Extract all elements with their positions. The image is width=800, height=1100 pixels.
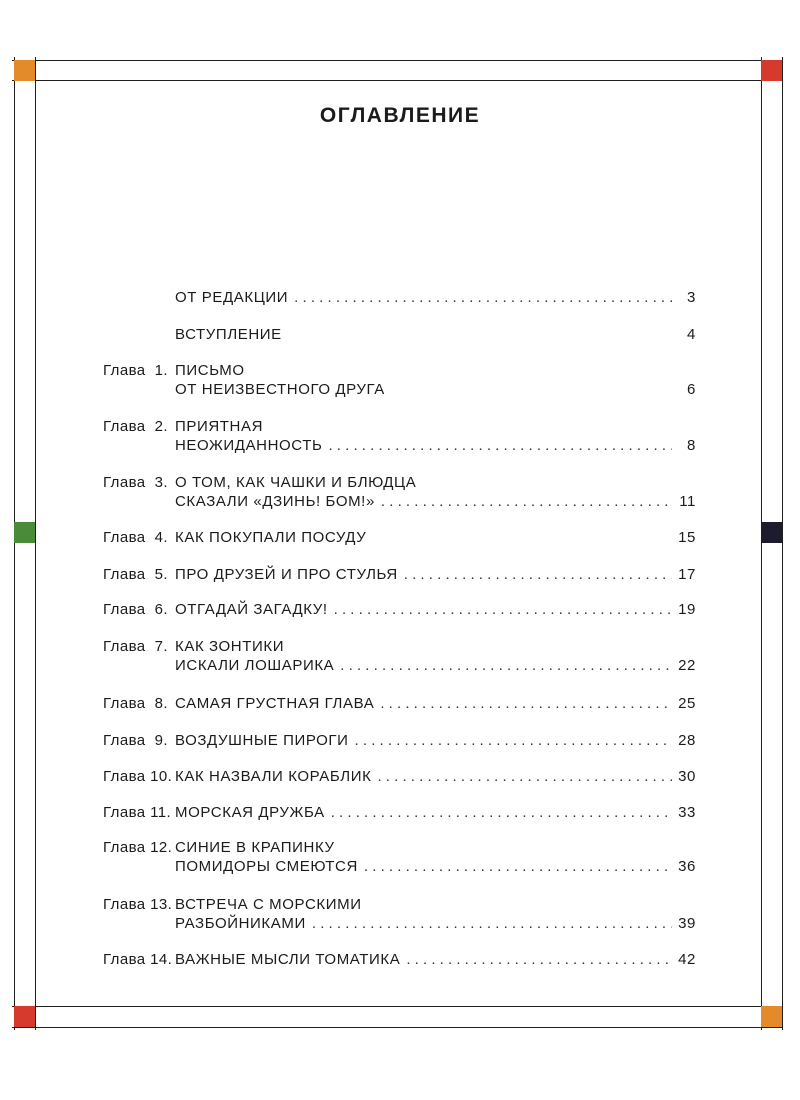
entry-body xyxy=(175,838,696,876)
entry-title-text: СИНИЕ В КРАПИНКУ xyxy=(175,839,335,856)
entry-body xyxy=(175,895,696,933)
entry-title-text: ПРИЯТНАЯ xyxy=(175,418,264,435)
entry-title-text: РАЗБОЙНИКАМИ xyxy=(175,915,306,932)
entry-body xyxy=(175,565,696,584)
frame-square-top-right xyxy=(761,60,782,81)
entry-body xyxy=(175,694,696,713)
entry-title-text: КАК ПОКУПАЛИ ПОСУДУ xyxy=(175,529,367,546)
entry-line xyxy=(175,857,696,876)
dot-leader xyxy=(294,288,672,307)
entry-title-text: ПИСЬМО xyxy=(175,362,245,379)
frame-line-right-inner xyxy=(761,57,762,1030)
chapter-label: Глава 2. xyxy=(103,418,168,435)
page-number: 28 xyxy=(678,732,696,749)
entry-body xyxy=(175,600,696,619)
frame-square-top-left xyxy=(14,60,35,81)
page-number: 17 xyxy=(678,566,696,583)
entry-body xyxy=(175,637,696,675)
frame-line-bottom-inner xyxy=(12,1006,782,1007)
page-number: 4 xyxy=(687,326,696,343)
chapter-label: Глава 13. xyxy=(103,896,173,913)
entry-line xyxy=(175,656,696,675)
dot-leader xyxy=(355,731,672,750)
page-number: 25 xyxy=(678,695,696,712)
dot-leader xyxy=(364,857,672,876)
frame-square-bottom-left xyxy=(14,1006,35,1027)
entry-title-text: ПОМИДОРЫ СМЕЮТСЯ xyxy=(175,858,358,875)
entry-line xyxy=(175,914,696,933)
frame-line-top-inner xyxy=(12,80,782,81)
entry-body xyxy=(175,288,696,307)
entry-line xyxy=(175,325,696,344)
page-number: 30 xyxy=(678,768,696,785)
entry-line xyxy=(175,803,696,822)
page-number: 6 xyxy=(687,381,696,398)
entry-line xyxy=(175,528,696,547)
frame-line-bottom-outer xyxy=(12,1027,782,1028)
entry-line xyxy=(175,380,696,399)
entry-title-text: ОТГАДАЙ ЗАГАДКУ! xyxy=(175,601,328,618)
chapter-label: Глава 11. xyxy=(103,804,172,821)
entry-title-text: САМАЯ ГРУСТНАЯ ГЛАВА xyxy=(175,695,375,712)
frame-line-top-outer xyxy=(12,60,782,61)
entry-line xyxy=(175,838,696,857)
entry-body xyxy=(175,417,696,455)
entry-title-text: ВСТУПЛЕНИЕ xyxy=(175,326,282,343)
page-number: 42 xyxy=(678,951,696,968)
chapter-label: Глава 9. xyxy=(103,732,168,749)
entry-title-text: КАК ЗОНТИКИ xyxy=(175,638,285,655)
page-number: 8 xyxy=(687,437,696,454)
entry-body xyxy=(175,325,696,344)
page-number: 39 xyxy=(678,915,696,932)
dot-leader xyxy=(312,914,672,933)
entry-body xyxy=(175,473,696,511)
entry-body xyxy=(175,528,696,547)
entry-body xyxy=(175,803,696,822)
entry-line xyxy=(175,694,696,713)
entry-line xyxy=(175,950,696,969)
page-number: 11 xyxy=(679,493,696,510)
chapter-label: Глава 1. xyxy=(103,362,168,379)
entry-title-text: МОРСКАЯ ДРУЖБА xyxy=(175,804,325,821)
entry-line xyxy=(175,565,696,584)
chapter-label: Глава 10. xyxy=(103,768,173,785)
chapter-label: Глава 7. xyxy=(103,638,168,655)
chapter-label: Глава 5. xyxy=(103,566,168,583)
entry-title-text: ВАЖНЫЕ МЫСЛИ ТОМАТИКА xyxy=(175,951,401,968)
frame-square-bottom-right xyxy=(761,1006,782,1027)
frame-square-mid-left xyxy=(14,522,35,543)
entry-line xyxy=(175,637,696,656)
dot-leader xyxy=(340,656,672,675)
entry-body xyxy=(175,950,696,969)
entry-title-text: ИСКАЛИ ЛОШАРИКА xyxy=(175,657,335,674)
entry-line xyxy=(175,767,696,786)
entry-line xyxy=(175,600,696,619)
page-number: 36 xyxy=(678,858,696,875)
chapter-label: Глава 14. xyxy=(103,951,173,968)
entry-title-text: ОТ РЕДАКЦИИ xyxy=(175,289,289,306)
chapter-label: Глава 12. xyxy=(103,839,173,856)
page-number: 15 xyxy=(678,529,696,546)
dot-leader xyxy=(406,950,672,969)
dot-leader xyxy=(377,767,672,786)
entry-title-text: ПРО ДРУЗЕЙ И ПРО СТУЛЬЯ xyxy=(175,566,398,583)
chapter-label: Глава 4. xyxy=(103,529,168,546)
dot-leader xyxy=(331,803,672,822)
frame-line-left-inner xyxy=(35,57,36,1030)
entry-title-text: ОТ НЕИЗВЕСТНОГО ДРУГА xyxy=(175,381,385,398)
entry-title-text: СКАЗАЛИ «ДЗИНЬ! БОМ!» xyxy=(175,493,375,510)
entry-line xyxy=(175,361,696,380)
entry-line xyxy=(175,895,696,914)
dot-leader xyxy=(334,600,672,619)
entry-body xyxy=(175,767,696,786)
page-number: 3 xyxy=(687,289,696,306)
entry-line xyxy=(175,492,696,511)
page-title: ОГЛАВЛЕНИЕ xyxy=(319,104,481,127)
entry-line xyxy=(175,731,696,750)
entry-line xyxy=(175,417,696,436)
chapter-label: Глава 8. xyxy=(103,695,168,712)
chapter-label: Глава 3. xyxy=(103,474,168,491)
entry-body xyxy=(175,361,696,399)
entry-title-text: НЕОЖИДАННОСТЬ xyxy=(175,437,323,454)
dot-leader xyxy=(404,565,672,584)
frame-square-mid-right xyxy=(761,522,782,543)
entry-title-text: ВОЗДУШНЫЕ ПИРОГИ xyxy=(175,732,349,749)
frame-line-right-outer xyxy=(782,57,783,1030)
entry-title-text: ВСТРЕЧА С МОРСКИМИ xyxy=(175,896,362,913)
entry-line xyxy=(175,473,696,492)
entry-line xyxy=(175,288,696,307)
dot-leader xyxy=(381,492,672,511)
entry-body xyxy=(175,731,696,750)
entry-title-text: КАК НАЗВАЛИ КОРАБЛИК xyxy=(175,768,372,785)
page-number: 19 xyxy=(678,601,696,618)
dot-leader xyxy=(328,436,672,455)
entry-title-text: О ТОМ, КАК ЧАШКИ И БЛЮДЦА xyxy=(175,474,417,491)
frame-line-left-outer xyxy=(14,57,15,1030)
page-number: 22 xyxy=(678,657,696,674)
page-number: 33 xyxy=(678,804,696,821)
chapter-label: Глава 6. xyxy=(103,601,168,618)
dot-leader xyxy=(380,694,672,713)
entry-line xyxy=(175,436,696,455)
